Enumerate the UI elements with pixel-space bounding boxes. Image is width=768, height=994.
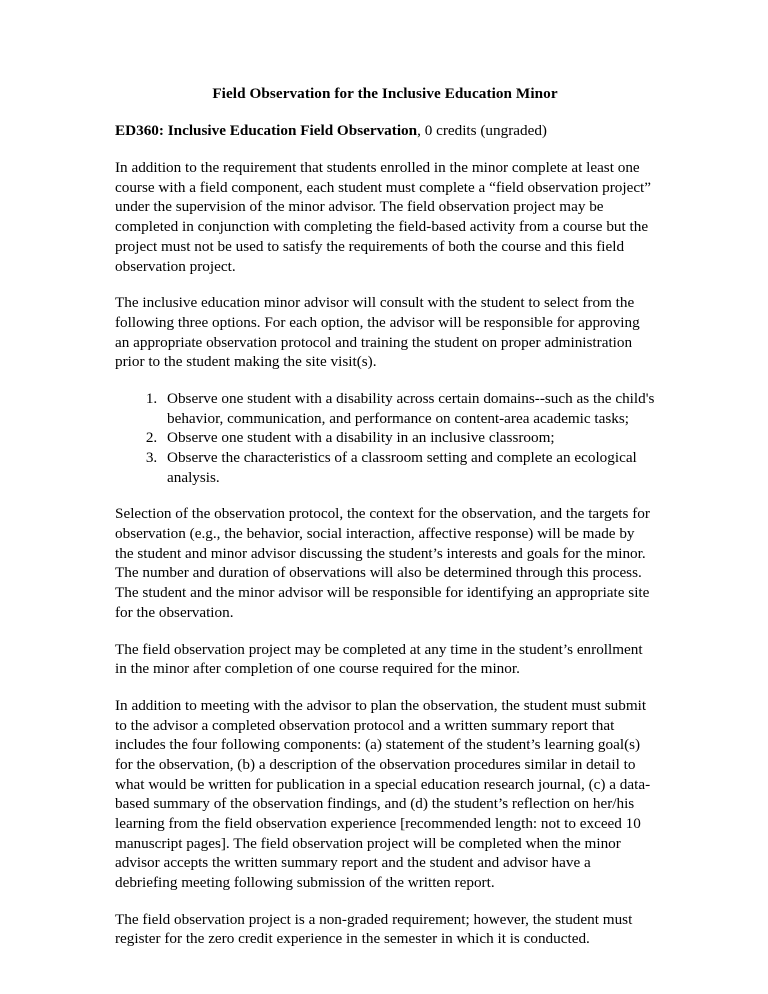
paragraph-completion-timing: The field observation project may be completed at any time in the student’s enrollment in the minor after completion of one course required for the minor. (115, 640, 643, 678)
course-code-and-name: ED360: Inclusive Education Field Observation (115, 121, 418, 139)
paragraph-protocol-selection: Selection of the observation protocol, the context for the observation, and the targets for observation (e.g., the behavior, social interaction, affective response) will be made by the student and minor advisor discussing the student’s interests and goals for the minor. The number and duration of observations will also be determined through this process. The student and the minor advisor will be responsible for identifying an appropriate site for the observation. (115, 505, 650, 621)
page-title: Field Observation for the Inclusive Education Minor (212, 85, 558, 102)
paragraph-non-graded-requirement: The field observation project is a non-graded requirement; however, the student must register for the zero credit experience in the semester in which it is conducted. (115, 910, 633, 948)
paragraph-advisor-consultation: The inclusive education minor advisor will consult with the student to select from the following three options. For each option, the advisor will be responsible for approving an appropriate observation protocol and training the student on proper administration prior to the student making the site visit(s). (115, 294, 640, 371)
paragraph-report-components: In addition to meeting with the advisor to plan the observation, the student must submit to the advisor a completed observation protocol and a written summary report that includes the four following components: (a) statement of the student’s learning goal(s) for the observation, (b) a description of the observation procedures similar in detail to what would be written for publication in a special education research journal, (c) a data-based summary of the observation findings, and (d) the student’s reflection on her/his learning from the field observation experience [recommended length: not to exceed 10 manuscript pages]. The field observation project will be completed when the minor advisor accepts the written summary report and the student and advisor have a debriefing meeting following submission of the written report. (115, 696, 651, 892)
paragraph-requirement-overview: In addition to the requirement that students enrolled in the minor complete at least one course with a field component, each student must complete a “field observation project” under the supervision of the minor advisor. The field observation project may be completed in conjunction with completing the field-based activity from a course but the project must not be used to satisfy the requirements of both the course and this field observation project. (115, 159, 652, 275)
observation-options-list (115, 389, 655, 487)
course-heading (115, 122, 655, 141)
list-item: 3. Observe the characteristics of a classroom setting and complete an ecological analysis. (161, 448, 655, 487)
course-credits-note: , 0 credits (ungraded) (417, 121, 547, 139)
list-item: 2. Observe one student with a disability in an inclusive classroom; (161, 428, 655, 448)
list-item: 1. Observe one student with a disability across certain domains--such as the child's behavior, communication, and performance on content-area academic tasks; (161, 389, 655, 428)
